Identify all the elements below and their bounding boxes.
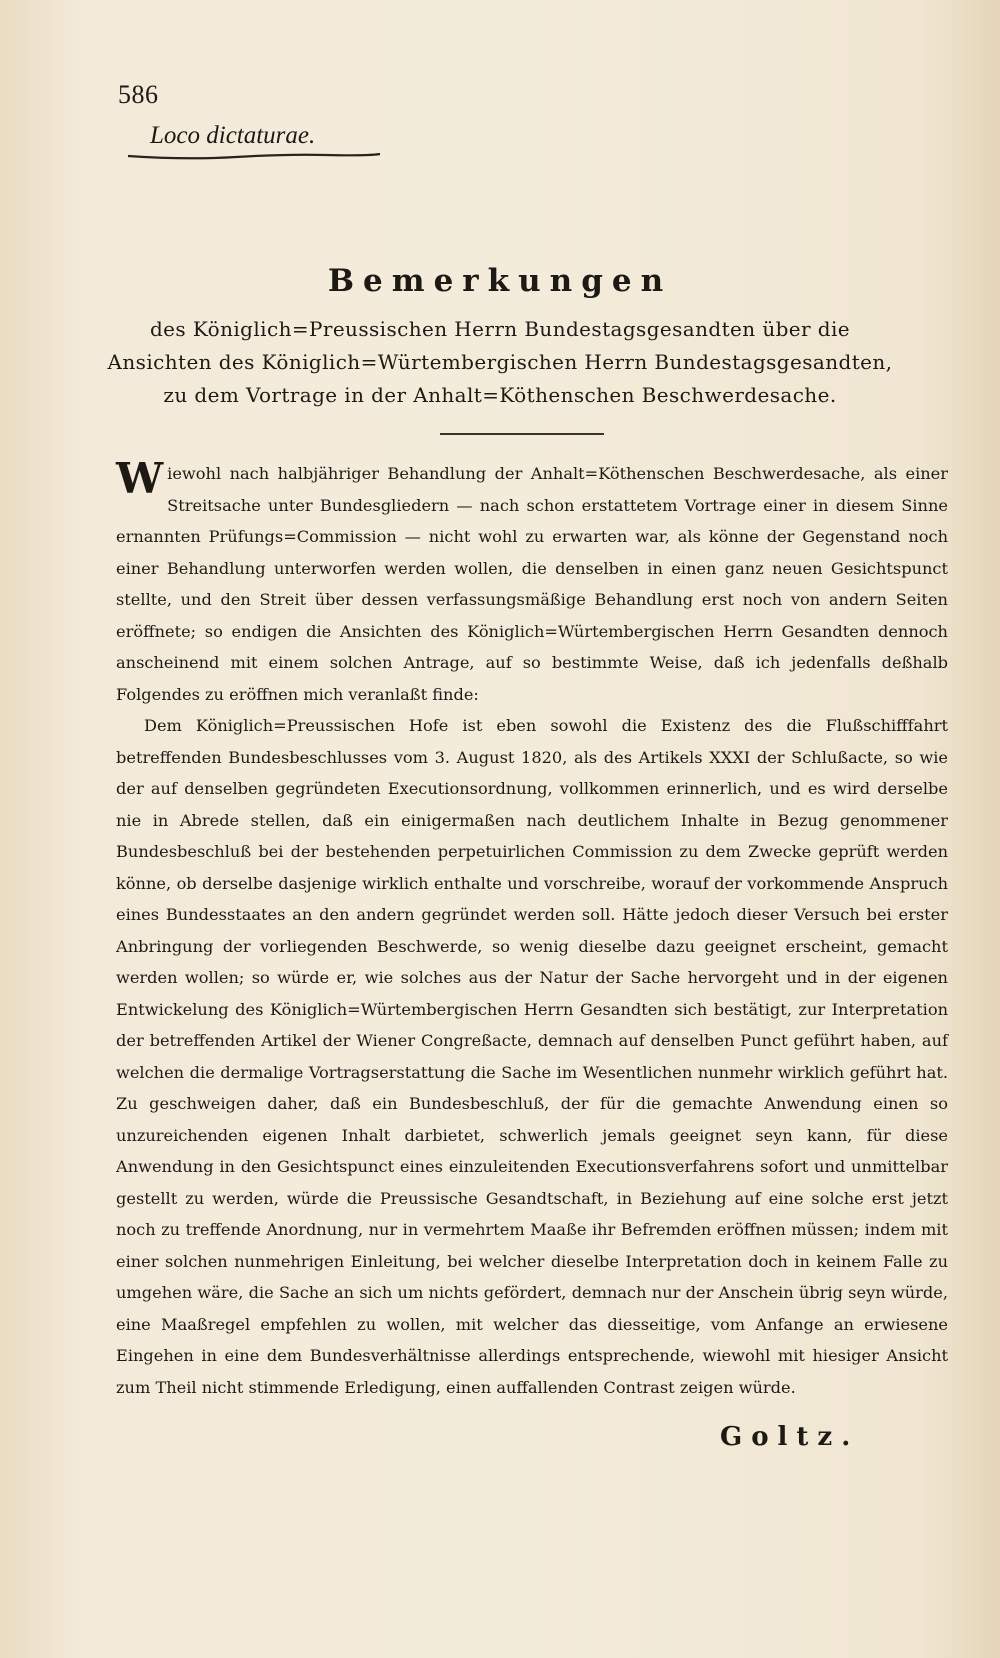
divider-rule <box>440 433 604 435</box>
page-number: 586 <box>118 80 159 109</box>
page-title: Bemerkungen <box>327 263 673 299</box>
body-text <box>116 454 948 1403</box>
drop-cap: W <box>116 454 164 503</box>
flourish-underline <box>126 152 382 162</box>
paragraph-second: Dem Königlich=Preussischen Hofe ist eben sowohl die Existenz des die Flußschifffahrt betreffenden Bundesbeschlusses vom 3. August 1820, als des Artikels XXXI der Schlußacte, so wie der auf denselben gegründeten Executionsordnung, vollkommen erinnerlich, und es wird derselbe nie in Abrede stellen, daß ein einigermaßen nach deutlichem Inhalte in Bezug genommener Bundesbeschluß bei der bestehenden perpetuirlichen Commission zu dem Zwecke geprüft werden könne, ob derselbe dasjenige wirklich enthalte und vorschreibe, worauf der vorkommende Anspruch eines Bundesstaates an den andern gegründet werden soll. Hätte jedoch dieser Versuch bei erster Anbringung der vorliegenden Beschwerde, so wenig dieselbe dazu geeignet erscheint, gemacht werden wollen; so würde er, wie solches aus der Natur der Sache hervorgeht und in der eigenen Entwickelung des Königlich=Würtembergischen Herrn Gesandten sich bestätigt, zur Interpretation der betreffenden Artikel der Wiener Congreßacte, demnach auf denselben Punct geführt haben, auf welchen die dermalige Vortragserstattung die Sache im Wesentlichen nunmehr wirklich geführt hat. Zu geschweigen daher, daß ein Bundesbeschluß, der für die gemachte Anwendung einen so unzureichenden eigenen Inhalt darbietet, schwerlich jemals geeignet seyn kann, für diese Anwendung in den Gesichtspunct eines einzuleitenden Executionsverfahrens sofort und unmittelbar gestellt zu werden, würde die Preussische Gesandtschaft, in Beziehung auf eine solche erst jetzt noch zu treffende Anordnung, nur in vermehrtem Maaße ihr Befremden eröffnen müssen; indem mit einer solchen nunmehrigen Einleitung, bei welcher dieselbe Interpretation doch in keinem Falle zu umgehen wäre, die Sache an sich um nichts gefördert, demnach nur der Anschein übrig seyn würde, eine Maaßregel empfehlen zu wollen, mit welcher das diesseitige, vom Anfange an erwiesene Eingehen in eine dem Bundesverhältnisse allerdings entsprechende, wiewohl mit hiesiger Ansicht zum Theil nicht stimmende Erledigung, einen auffallenden Contrast zeigen würde. <box>116 716 948 1397</box>
paragraph-first <box>116 454 948 710</box>
page-subtitle: des Königlich=Preussischen Herrn Bundestagsgesandten über die Ansichten des Königlich=Würtembergischen Herrn Bundestagsgesandten, zu dem Vortrage in der Anhalt=Köthenschen Beschwerdesache. <box>107 317 893 407</box>
paragraph-1-text: iewohl nach halbjähriger Behandlung der Anhalt=Köthenschen Beschwerdesache, als einer Streitsache unter Bundesgliedern — nach schon erstattetem Vortrage einer in diesem Sinne ernannten Prüfungs=Commission — nicht wohl zu erwarten war, als könne der Gegenstand noch einer Behandlung unterworfen werden wollen, die denselben in einen ganz neuen Gesichtspunct stellte, und den Streit über dessen verfassungsmäßige Behandlung erst noch von andern Seiten eröffnete; so endigen die Ansichten des Königlich=Würtembergischen Herrn Gesandten dennoch anscheinend mit einem solchen Antrage, auf so bestimmte Weise, daß ich jedenfalls deßhalb Folgendes zu eröffnen mich veranlaßt finde: <box>116 464 948 704</box>
margin-note: Loco dictaturae. <box>150 122 316 149</box>
signature: Goltz. <box>720 1422 860 1452</box>
